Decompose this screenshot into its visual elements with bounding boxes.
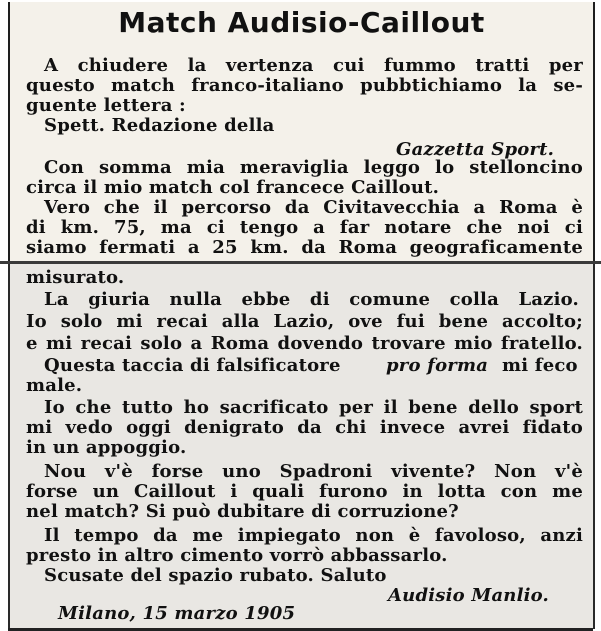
body-line: guente lettera : — [26, 95, 186, 116]
body-line: forse un Caillout i quali furono in lotta con me — [26, 481, 583, 502]
body-line: di km. 75, ma ci tengo a far notare che noi ci — [26, 217, 583, 238]
body-line: Questa taccia di falsificatore — [44, 355, 341, 376]
body-line: e mi recai solo a Roma dovendo trovare mio fratello. — [26, 333, 583, 354]
article-title: Match Audisio-Caillout — [118, 6, 485, 39]
body-line: Scusate del spazio rubato. Saluto — [44, 565, 387, 586]
body-line: La giuria nulla ebbe di comune colla Lazio. — [44, 289, 579, 310]
body-line: mi vedo oggi denigrato da chi invece avrei fidato — [26, 417, 583, 438]
body-line: misurato. — [26, 267, 125, 288]
body-line: nel match? Si può dubitare di corruzione? — [26, 501, 459, 522]
body-line: A chiudere la vertenza cui fummo tratti per — [44, 55, 583, 76]
body-line: male. — [26, 375, 83, 396]
body-line: presto in altro cimento vorrò abbassarlo. — [26, 545, 448, 566]
body-line: Io che tutto ho sacrificato per il bene dello sport — [44, 397, 583, 418]
body-line: Con somma mia meraviglia leggo lo stelloncino — [44, 157, 583, 178]
dateline: Milano, 15 marzo 1905 — [58, 603, 296, 624]
body-line: Il tempo da me impiegato non è favoloso, anzi — [44, 525, 583, 546]
newspaper-name: Gazzetta Sport. — [396, 139, 555, 160]
emphasis-pro-forma: pro forma — [386, 355, 489, 376]
signature: Audisio Manlio. — [388, 585, 550, 606]
body-line: Nou v'è forse uno Spadroni vivente? Non v'è — [44, 461, 583, 482]
body-line: in un appoggio. — [26, 437, 187, 458]
body-line: circa il mio match col francece Caillout. — [26, 177, 440, 198]
body-line: Io solo mi recai alla Lazio, ove fui bene accolto; — [26, 311, 583, 332]
body-line: siamo fermati a 25 km. da Roma geograficamente — [26, 237, 583, 258]
body-line: Vero che il percorso da Civitavecchia a Roma è — [44, 197, 583, 218]
body-line: questo match franco-italiano pubbtichiamo la se- — [26, 75, 583, 96]
clipping-bottom-panel — [8, 264, 595, 629]
clipping-top-panel — [8, 2, 595, 261]
body-line: mi feco — [502, 355, 578, 376]
salutation-line: Spett. Redazione della — [44, 115, 275, 136]
